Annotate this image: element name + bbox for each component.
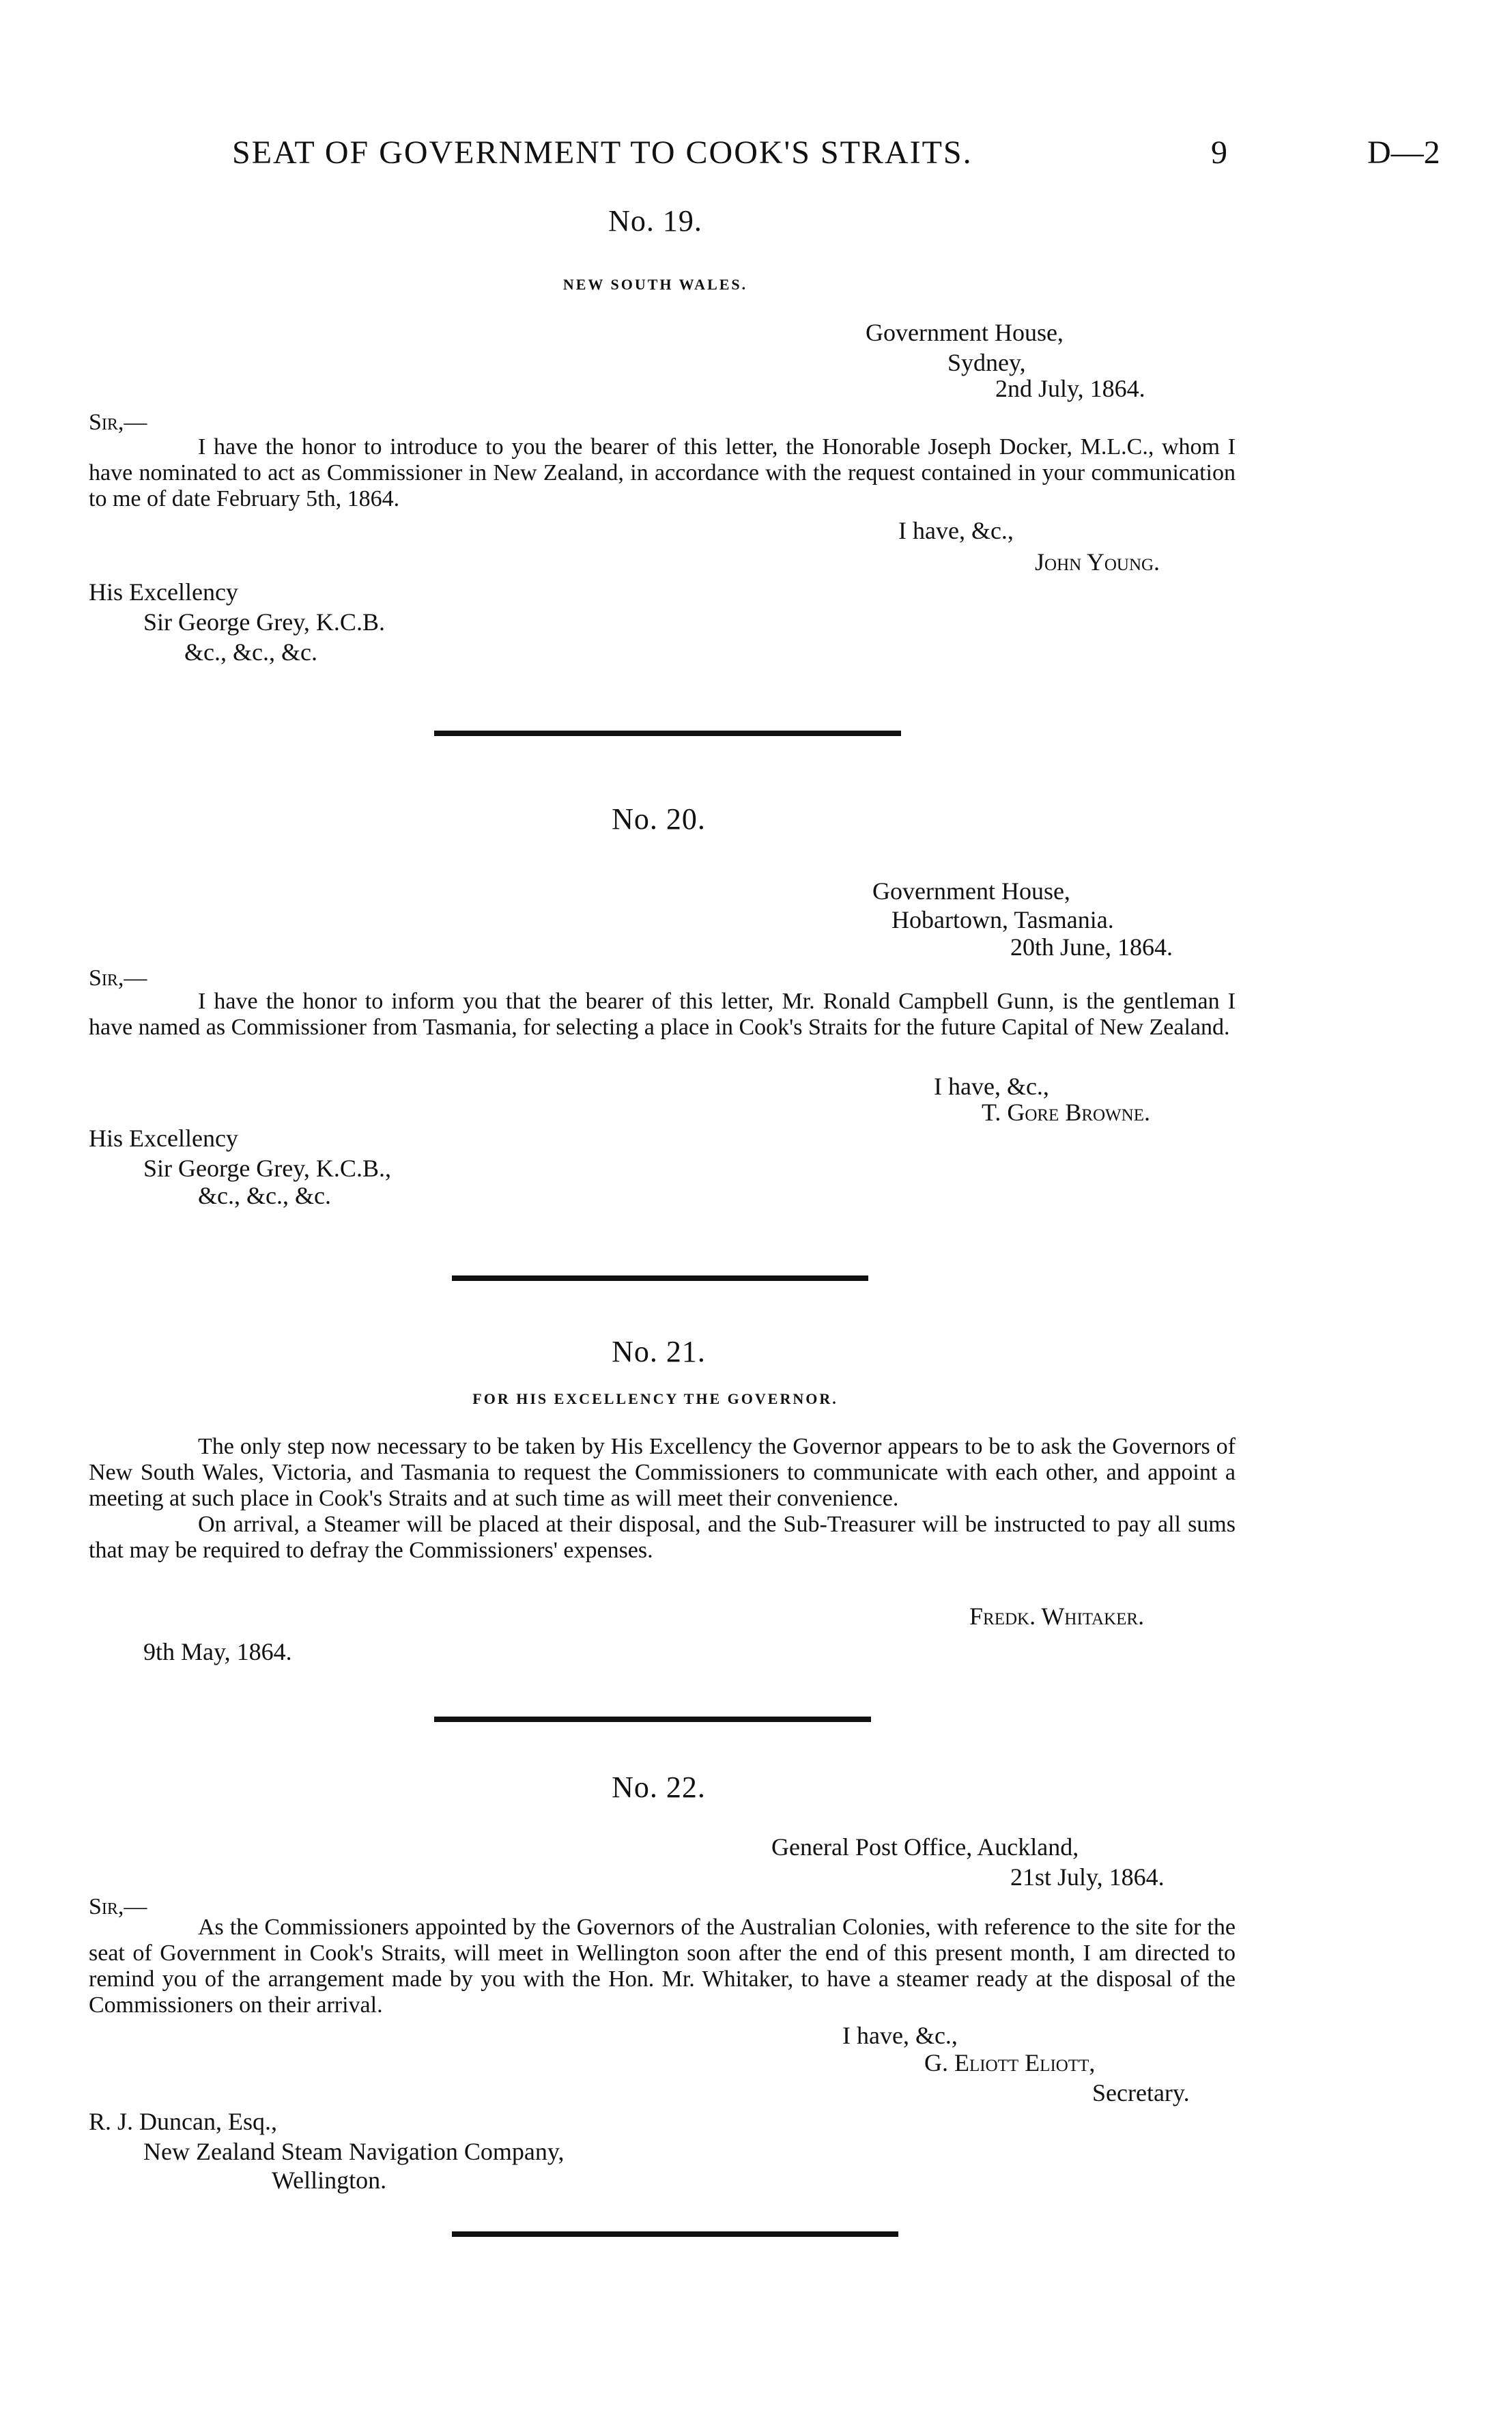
section-divider	[434, 1717, 871, 1722]
letter-22-salutation: Sir,—	[89, 1894, 147, 1919]
letter-19-closing: I have, &c.,	[898, 517, 1014, 544]
letter-20-body	[89, 989, 1236, 1041]
letter-21-number: No. 21.	[612, 1335, 706, 1368]
letter-22-date: 21st July, 1864.	[1010, 1863, 1165, 1891]
sheet-code: D—2	[1367, 135, 1440, 171]
letter-19-addressee-line-3: &c., &c., &c.	[184, 638, 317, 666]
letter-20-salutation: Sir,—	[89, 965, 147, 991]
letter-22-body	[89, 1915, 1236, 2018]
letter-20-address-line-2: Hobartown, Tasmania.	[891, 906, 1114, 933]
letter-20-addressee-line-3: &c., &c., &c.	[198, 1182, 331, 1209]
section-divider	[452, 1275, 868, 1281]
section-divider	[452, 2231, 898, 2237]
letter-19-paragraph: I have the honor to introduce to you the bearer of this letter, the Honorable Joseph Docker, M.L.C., whom I have nominated to act as Commissioner in New Zealand, in accordance with the request contained in your communication to me of date February 5th, 1864.	[89, 434, 1236, 511]
letter-19-subhead: NEW SOUTH WALES.	[562, 276, 748, 293]
letter-22-paragraph: As the Commissioners appointed by the Governors of the Australian Colonies, with reference to the site for the seat of Government in Cook's Straits, will meet in Wellington soon after the end of this present month, I am directed to remind you of the arrangement made by you with the Hon. Mr. Whitaker, to have a steamer ready at the disposal of the Commissioners on their arrival.	[89, 1915, 1236, 2018]
letter-19-salutation: Sir,—	[89, 410, 147, 435]
letter-19-signature: John Young.	[1035, 548, 1160, 576]
letter-22-addressee-line-1: R. J. Duncan, Esq.,	[89, 2108, 277, 2135]
letter-21-paragraph-2: On arrival, a Steamer will be placed at their disposal, and the Sub-Treasurer will be instructed to pay all sums that may be required to defray the Commissioners' expenses.	[89, 1512, 1236, 1563]
letter-22-closing: I have, &c.,	[842, 2022, 958, 2049]
letter-19-date: 2nd July, 1864.	[995, 375, 1145, 402]
letter-20-addressee-line-2: Sir George Grey, K.C.B.,	[143, 1155, 391, 1182]
letter-19-number: No. 19.	[608, 204, 702, 238]
letter-19-addressee-line-1: His Excellency	[89, 578, 238, 606]
letter-20-date: 20th June, 1864.	[1010, 933, 1173, 961]
letter-20-closing: I have, &c.,	[934, 1073, 1049, 1100]
page-number: 9	[1211, 135, 1227, 171]
letter-21-subhead: FOR HIS EXCELLENCY THE GOVERNOR.	[472, 1390, 838, 1407]
letter-22-signature: G. Eliott Eliott,	[924, 2049, 1096, 2076]
letter-19-address-line-1: Government House,	[866, 319, 1064, 346]
letter-22-address-line-1: General Post Office, Auckland,	[771, 1833, 1079, 1861]
letter-20-number: No. 20.	[612, 802, 706, 836]
letter-21-paragraph-1: The only step now necessary to be taken by His Excellency the Governor appears to be to ask the Governors of New South Wales, Victoria, and Tasmania to request the Commissioners to communicate with each other, and appoint a meeting at such place in Cook's Straits and at such time as will meet their convenience.	[89, 1434, 1236, 1511]
letter-20-address-line-1: Government House,	[872, 877, 1070, 905]
letter-22-number: No. 22.	[612, 1771, 706, 1804]
letter-19-addressee-line-2: Sir George Grey, K.C.B.	[143, 608, 385, 636]
letter-21-signature: Fredk. Whitaker.	[969, 1603, 1145, 1630]
letter-19-body	[89, 434, 1236, 512]
letter-20-addressee-line-1: His Excellency	[89, 1125, 238, 1152]
letter-20-paragraph: I have the honor to inform you that the bearer of this letter, Mr. Ronald Campbell Gunn, is the gentleman I have named as Commissioner from Tasmania, for selecting a place in Cook's Straits for the future Capital of New Zealand.	[89, 989, 1236, 1040]
letter-19-address-line-2: Sydney,	[947, 349, 1026, 376]
letter-21-body	[89, 1434, 1236, 1564]
letter-21-date: 9th May, 1864.	[143, 1638, 292, 1665]
letter-22-addressee-line-3: Wellington.	[272, 2167, 387, 2194]
letter-22-signature-title: Secretary.	[1092, 2079, 1190, 2106]
letter-20-signature: T. Gore Browne.	[982, 1099, 1150, 1126]
running-title: SEAT OF GOVERNMENT TO COOK'S STRAITS.	[232, 135, 973, 171]
letter-22-addressee-line-2: New Zealand Steam Navigation Company,	[143, 2138, 565, 2165]
section-divider	[434, 731, 901, 736]
